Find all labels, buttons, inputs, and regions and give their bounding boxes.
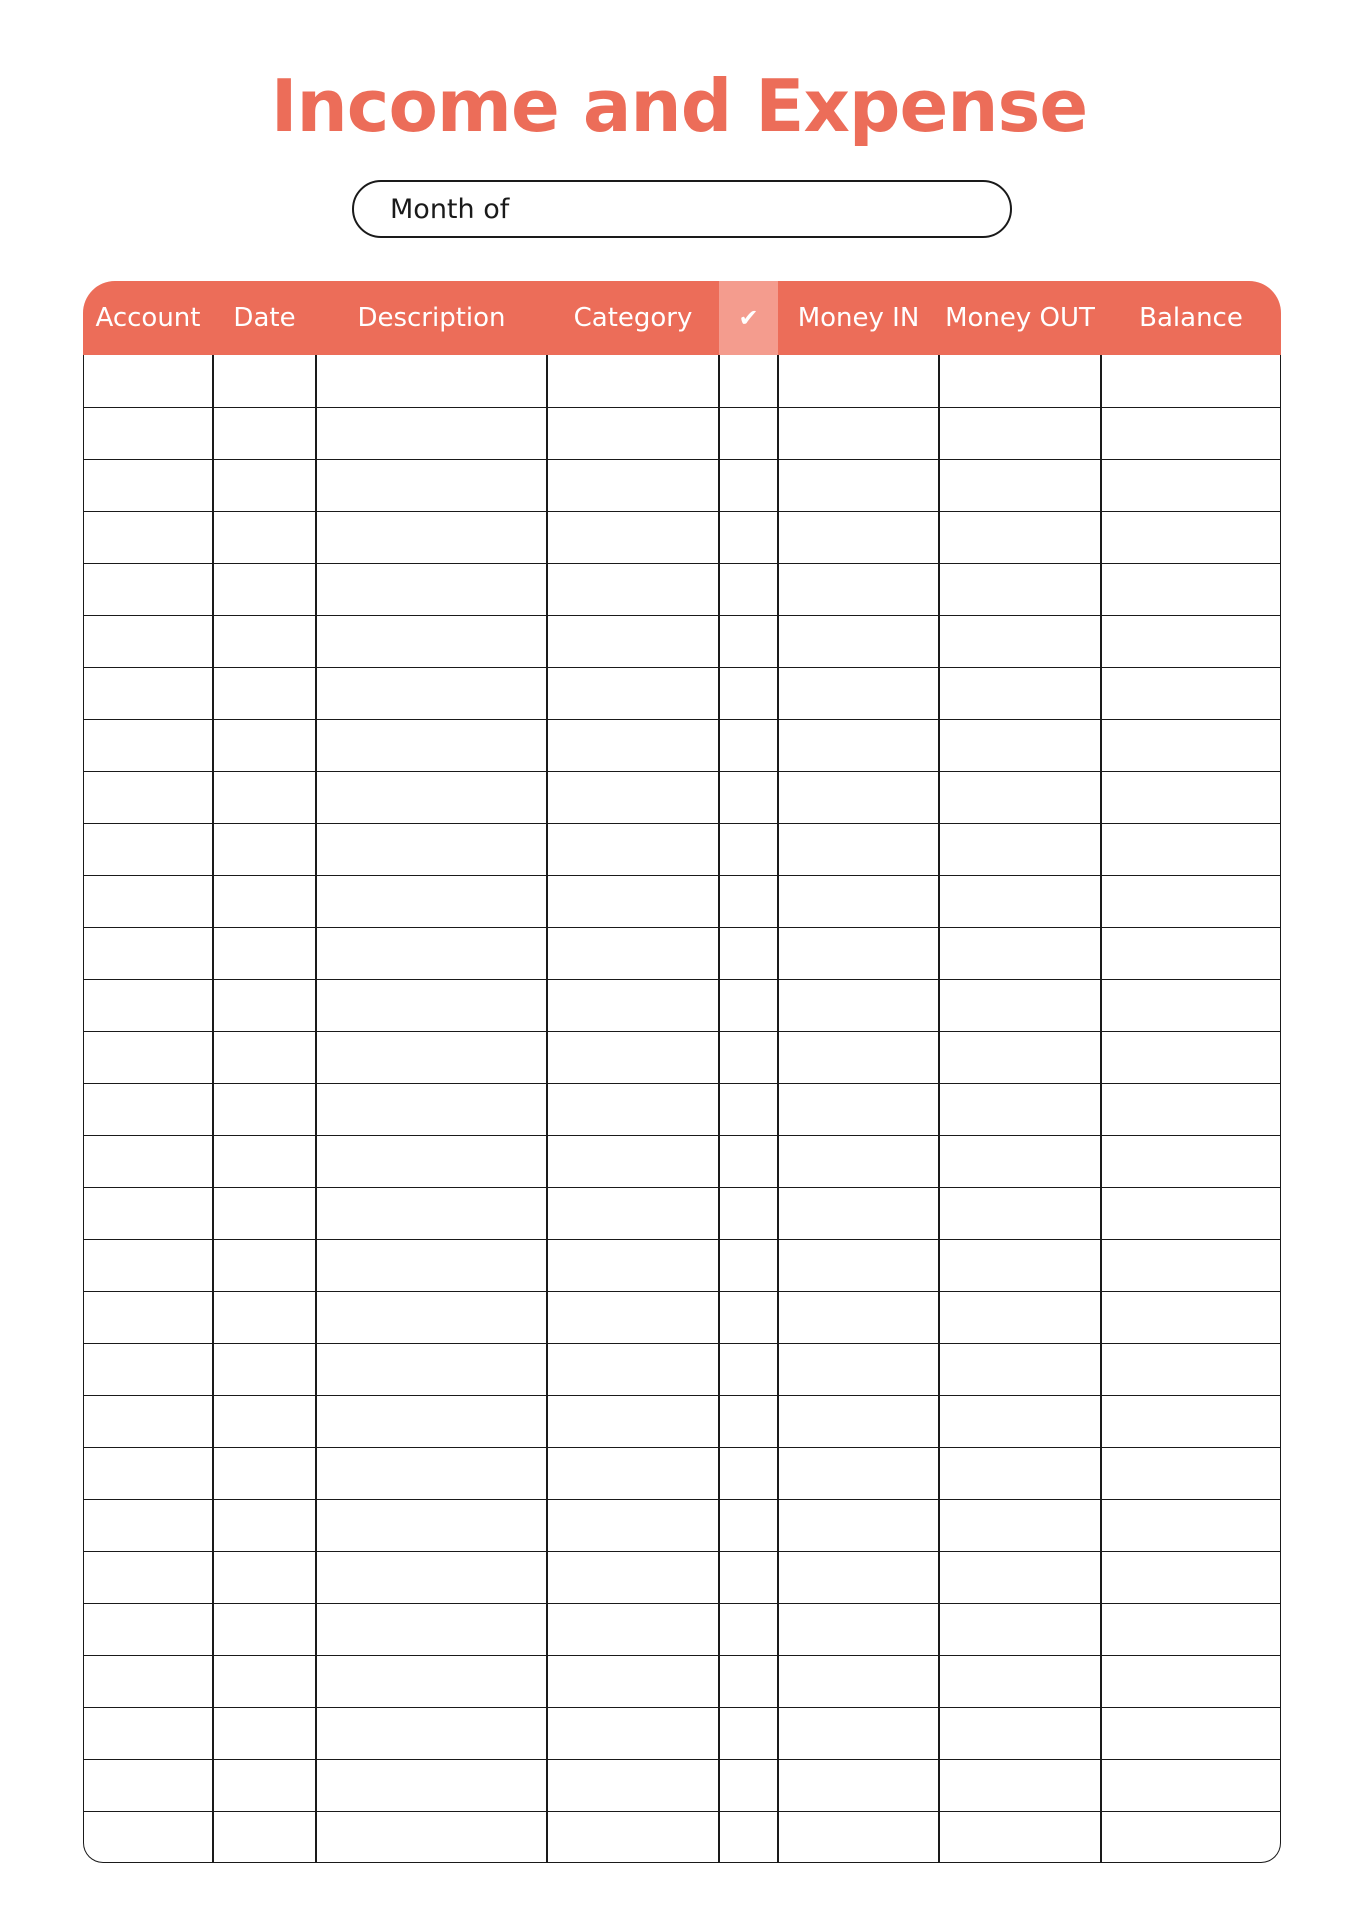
cell-category[interactable] bbox=[548, 1188, 720, 1240]
cell-balance[interactable] bbox=[1102, 772, 1281, 824]
cell-balance[interactable] bbox=[1102, 876, 1281, 928]
cell-money-out[interactable] bbox=[940, 1396, 1102, 1448]
cell-date[interactable] bbox=[214, 460, 317, 512]
cell-money-out[interactable] bbox=[940, 1812, 1102, 1863]
cell-description[interactable] bbox=[317, 616, 548, 668]
cell-category[interactable] bbox=[548, 1240, 720, 1292]
cell-money-in[interactable] bbox=[779, 512, 940, 564]
cell-account[interactable] bbox=[84, 1136, 214, 1188]
cell-money-in[interactable] bbox=[779, 876, 940, 928]
cell-category[interactable] bbox=[548, 928, 720, 980]
table-header bbox=[83, 281, 1281, 355]
cell-money-out[interactable] bbox=[940, 1552, 1102, 1604]
cell-category[interactable] bbox=[548, 772, 720, 824]
cell-balance[interactable] bbox=[1102, 928, 1281, 980]
cell-date[interactable] bbox=[214, 1344, 317, 1396]
cell-check[interactable] bbox=[720, 1500, 779, 1552]
month-field[interactable] bbox=[352, 180, 1012, 238]
cell-balance[interactable] bbox=[1102, 1552, 1281, 1604]
cell-money-in[interactable] bbox=[779, 1760, 940, 1812]
cell-category[interactable] bbox=[548, 408, 720, 460]
cell-category[interactable] bbox=[548, 1084, 720, 1136]
cell-money-out[interactable] bbox=[940, 1136, 1102, 1188]
cell-money-out[interactable] bbox=[940, 876, 1102, 928]
cell-money-in[interactable] bbox=[779, 980, 940, 1032]
cell-account[interactable] bbox=[84, 720, 214, 772]
cell-money-out[interactable] bbox=[940, 460, 1102, 512]
cell-money-in[interactable] bbox=[779, 1188, 940, 1240]
cell-account[interactable] bbox=[84, 928, 214, 980]
cell-balance[interactable] bbox=[1102, 1448, 1281, 1500]
column-header-description: Description bbox=[357, 303, 506, 333]
cell-balance[interactable] bbox=[1102, 564, 1281, 616]
cell-account[interactable] bbox=[84, 408, 214, 460]
ledger-table bbox=[83, 281, 1281, 1863]
cell-date[interactable] bbox=[214, 1136, 317, 1188]
cell-money-in[interactable] bbox=[779, 1032, 940, 1084]
cell-account[interactable] bbox=[84, 1292, 214, 1344]
cell-money-out[interactable] bbox=[940, 355, 1102, 407]
column-divider bbox=[777, 355, 779, 1863]
cell-description[interactable] bbox=[317, 1448, 548, 1500]
cell-date[interactable] bbox=[214, 1396, 317, 1448]
cell-balance[interactable] bbox=[1102, 1240, 1281, 1292]
cell-category[interactable] bbox=[548, 1656, 720, 1708]
cell-balance[interactable] bbox=[1102, 824, 1281, 876]
cell-date[interactable] bbox=[214, 1708, 317, 1760]
cell-money-in[interactable] bbox=[779, 928, 940, 980]
cell-account[interactable] bbox=[84, 1240, 214, 1292]
cell-date[interactable] bbox=[214, 980, 317, 1032]
cell-money-in[interactable] bbox=[779, 1604, 940, 1656]
cell-check[interactable] bbox=[720, 1292, 779, 1344]
cell-account[interactable] bbox=[84, 512, 214, 564]
cell-money-out[interactable] bbox=[940, 980, 1102, 1032]
cell-category[interactable] bbox=[548, 668, 720, 720]
cell-balance[interactable] bbox=[1102, 1188, 1281, 1240]
cell-account[interactable] bbox=[84, 1344, 214, 1396]
cell-money-out[interactable] bbox=[940, 1656, 1102, 1708]
cell-balance[interactable] bbox=[1102, 1500, 1281, 1552]
cell-money-in[interactable] bbox=[779, 564, 940, 616]
cell-description[interactable] bbox=[317, 928, 548, 980]
cell-category[interactable] bbox=[548, 512, 720, 564]
cell-account[interactable] bbox=[84, 876, 214, 928]
cell-balance[interactable] bbox=[1102, 668, 1281, 720]
cell-money-in[interactable] bbox=[779, 1500, 940, 1552]
cell-category[interactable] bbox=[548, 824, 720, 876]
cell-money-out[interactable] bbox=[940, 1344, 1102, 1396]
cell-date[interactable] bbox=[214, 1084, 317, 1136]
cell-money-in[interactable] bbox=[779, 1708, 940, 1760]
cell-description[interactable] bbox=[317, 720, 548, 772]
cell-check[interactable] bbox=[720, 1708, 779, 1760]
cell-money-out[interactable] bbox=[940, 1032, 1102, 1084]
cell-description[interactable] bbox=[317, 1292, 548, 1344]
cell-description[interactable] bbox=[317, 1344, 548, 1396]
cell-money-in[interactable] bbox=[779, 460, 940, 512]
cell-category[interactable] bbox=[548, 1136, 720, 1188]
cell-account[interactable] bbox=[84, 980, 214, 1032]
cell-check[interactable] bbox=[720, 1552, 779, 1604]
cell-account[interactable] bbox=[84, 1500, 214, 1552]
cell-money-out[interactable] bbox=[940, 512, 1102, 564]
cell-check[interactable] bbox=[720, 355, 779, 407]
cell-description[interactable] bbox=[317, 772, 548, 824]
cell-description[interactable] bbox=[317, 1500, 548, 1552]
cell-description[interactable] bbox=[317, 1136, 548, 1188]
cell-category[interactable] bbox=[548, 1760, 720, 1812]
cell-balance[interactable] bbox=[1102, 1136, 1281, 1188]
cell-balance[interactable] bbox=[1102, 1812, 1281, 1863]
column-header-balance: Balance bbox=[1139, 303, 1243, 333]
cell-balance[interactable] bbox=[1102, 720, 1281, 772]
cell-money-in[interactable] bbox=[779, 720, 940, 772]
cell-category[interactable] bbox=[548, 1344, 720, 1396]
cell-money-in[interactable] bbox=[779, 1084, 940, 1136]
cell-account[interactable] bbox=[84, 1448, 214, 1500]
cell-account[interactable] bbox=[84, 616, 214, 668]
cell-date[interactable] bbox=[214, 720, 317, 772]
cell-balance[interactable] bbox=[1102, 980, 1281, 1032]
cell-description[interactable] bbox=[317, 980, 548, 1032]
cell-check[interactable] bbox=[720, 1656, 779, 1708]
cell-date[interactable] bbox=[214, 824, 317, 876]
column-divider bbox=[315, 355, 317, 1863]
cell-money-out[interactable] bbox=[940, 928, 1102, 980]
cell-category[interactable] bbox=[548, 1032, 720, 1084]
cell-date[interactable] bbox=[214, 1448, 317, 1500]
cell-account[interactable] bbox=[84, 1188, 214, 1240]
cell-money-in[interactable] bbox=[779, 355, 940, 407]
cell-category[interactable] bbox=[548, 355, 720, 407]
cell-money-in[interactable] bbox=[779, 1292, 940, 1344]
cell-account[interactable] bbox=[84, 1760, 214, 1812]
cell-check[interactable] bbox=[720, 1188, 779, 1240]
cell-balance[interactable] bbox=[1102, 1708, 1281, 1760]
cell-date[interactable] bbox=[214, 1656, 317, 1708]
cell-money-in[interactable] bbox=[779, 668, 940, 720]
cell-money-out[interactable] bbox=[940, 1188, 1102, 1240]
cell-check[interactable] bbox=[720, 1812, 779, 1863]
cell-category[interactable] bbox=[548, 1396, 720, 1448]
cell-balance[interactable] bbox=[1102, 1760, 1281, 1812]
cell-description[interactable] bbox=[317, 1760, 548, 1812]
cell-category[interactable] bbox=[548, 876, 720, 928]
cell-category[interactable] bbox=[548, 616, 720, 668]
cell-check[interactable] bbox=[720, 460, 779, 512]
cell-category[interactable] bbox=[548, 1500, 720, 1552]
cell-account[interactable] bbox=[84, 668, 214, 720]
cell-money-out[interactable] bbox=[940, 564, 1102, 616]
cell-check[interactable] bbox=[720, 772, 779, 824]
cell-balance[interactable] bbox=[1102, 1084, 1281, 1136]
cell-category[interactable] bbox=[548, 1708, 720, 1760]
column-header-account: Account bbox=[95, 303, 201, 333]
cell-money-out[interactable] bbox=[940, 1708, 1102, 1760]
cell-check[interactable] bbox=[720, 512, 779, 564]
cell-money-in[interactable] bbox=[779, 1656, 940, 1708]
cell-money-out[interactable] bbox=[940, 408, 1102, 460]
cell-category[interactable] bbox=[548, 1812, 720, 1863]
cell-check[interactable] bbox=[720, 1136, 779, 1188]
cell-balance[interactable] bbox=[1102, 355, 1281, 407]
cell-balance[interactable] bbox=[1102, 1656, 1281, 1708]
cell-date[interactable] bbox=[214, 668, 317, 720]
cell-balance[interactable] bbox=[1102, 1292, 1281, 1344]
cell-money-in[interactable] bbox=[779, 824, 940, 876]
cell-account[interactable] bbox=[84, 772, 214, 824]
cell-category[interactable] bbox=[548, 980, 720, 1032]
cell-date[interactable] bbox=[214, 355, 317, 407]
cell-category[interactable] bbox=[548, 1552, 720, 1604]
cell-description[interactable] bbox=[317, 668, 548, 720]
cell-account[interactable] bbox=[84, 1084, 214, 1136]
cell-check[interactable] bbox=[720, 980, 779, 1032]
cell-date[interactable] bbox=[214, 1552, 317, 1604]
cell-money-out[interactable] bbox=[940, 1084, 1102, 1136]
column-header-category: Category bbox=[573, 303, 693, 333]
cell-description[interactable] bbox=[317, 1708, 548, 1760]
page-title: Income and Expense bbox=[270, 64, 1088, 148]
cell-money-in[interactable] bbox=[779, 1812, 940, 1863]
cell-account[interactable] bbox=[84, 355, 214, 407]
cell-category[interactable] bbox=[548, 720, 720, 772]
cell-date[interactable] bbox=[214, 1240, 317, 1292]
cell-date[interactable] bbox=[214, 512, 317, 564]
column-header-money-in: Money IN bbox=[797, 303, 920, 333]
column-divider bbox=[546, 355, 548, 1863]
cell-account[interactable] bbox=[84, 1604, 214, 1656]
cell-account[interactable] bbox=[84, 824, 214, 876]
cell-money-in[interactable] bbox=[779, 1396, 940, 1448]
cell-check[interactable] bbox=[720, 668, 779, 720]
cell-money-out[interactable] bbox=[940, 668, 1102, 720]
cell-check[interactable] bbox=[720, 1032, 779, 1084]
cell-date[interactable] bbox=[214, 564, 317, 616]
cell-account[interactable] bbox=[84, 1552, 214, 1604]
cell-description[interactable] bbox=[317, 355, 548, 407]
cell-balance[interactable] bbox=[1102, 1604, 1281, 1656]
cell-category[interactable] bbox=[548, 460, 720, 512]
column-header-date: Date bbox=[233, 303, 296, 333]
cell-money-out[interactable] bbox=[940, 720, 1102, 772]
cell-money-out[interactable] bbox=[940, 772, 1102, 824]
cell-description[interactable] bbox=[317, 1812, 548, 1863]
cell-check[interactable] bbox=[720, 1760, 779, 1812]
cell-description[interactable] bbox=[317, 1084, 548, 1136]
cell-description[interactable] bbox=[317, 1396, 548, 1448]
cell-check[interactable] bbox=[720, 1084, 779, 1136]
cell-date[interactable] bbox=[214, 928, 317, 980]
column-divider bbox=[718, 355, 720, 1863]
cell-date[interactable] bbox=[214, 772, 317, 824]
cell-date[interactable] bbox=[214, 1500, 317, 1552]
cell-money-out[interactable] bbox=[940, 1604, 1102, 1656]
column-header-money-out: Money OUT bbox=[945, 303, 1095, 333]
column-divider bbox=[212, 355, 214, 1863]
month-label: Month of bbox=[390, 193, 510, 225]
cell-date[interactable] bbox=[214, 1604, 317, 1656]
cell-money-out[interactable] bbox=[940, 616, 1102, 668]
cell-description[interactable] bbox=[317, 1656, 548, 1708]
cell-balance[interactable] bbox=[1102, 460, 1281, 512]
cell-description[interactable] bbox=[317, 460, 548, 512]
cell-description[interactable] bbox=[317, 824, 548, 876]
cell-money-in[interactable] bbox=[779, 1136, 940, 1188]
cell-description[interactable] bbox=[317, 512, 548, 564]
cell-money-in[interactable] bbox=[779, 772, 940, 824]
cell-money-out[interactable] bbox=[940, 1448, 1102, 1500]
cell-money-out[interactable] bbox=[940, 1760, 1102, 1812]
cell-check[interactable] bbox=[720, 1344, 779, 1396]
cell-money-in[interactable] bbox=[779, 1448, 940, 1500]
cell-account[interactable] bbox=[84, 1812, 214, 1863]
cell-date[interactable] bbox=[214, 1188, 317, 1240]
cell-date[interactable] bbox=[214, 408, 317, 460]
cell-balance[interactable] bbox=[1102, 616, 1281, 668]
cell-money-in[interactable] bbox=[779, 1552, 940, 1604]
cell-money-out[interactable] bbox=[940, 1240, 1102, 1292]
cell-money-in[interactable] bbox=[779, 408, 940, 460]
cell-description[interactable] bbox=[317, 408, 548, 460]
cell-category[interactable] bbox=[548, 1448, 720, 1500]
cell-date[interactable] bbox=[214, 1760, 317, 1812]
cell-balance[interactable] bbox=[1102, 1032, 1281, 1084]
cell-description[interactable] bbox=[317, 1604, 548, 1656]
cell-description[interactable] bbox=[317, 876, 548, 928]
cell-date[interactable] bbox=[214, 1812, 317, 1863]
cell-check[interactable] bbox=[720, 1448, 779, 1500]
cell-check[interactable] bbox=[720, 720, 779, 772]
cell-balance[interactable] bbox=[1102, 1344, 1281, 1396]
cell-money-out[interactable] bbox=[940, 1292, 1102, 1344]
cell-description[interactable] bbox=[317, 564, 548, 616]
cell-money-out[interactable] bbox=[940, 1500, 1102, 1552]
cell-check[interactable] bbox=[720, 928, 779, 980]
cell-balance[interactable] bbox=[1102, 1396, 1281, 1448]
cell-account[interactable] bbox=[84, 1396, 214, 1448]
cell-account[interactable] bbox=[84, 1032, 214, 1084]
column-header-check-icon: ✔ bbox=[719, 281, 778, 355]
cell-date[interactable] bbox=[214, 1292, 317, 1344]
cell-category[interactable] bbox=[548, 564, 720, 616]
cell-check[interactable] bbox=[720, 408, 779, 460]
cell-money-in[interactable] bbox=[779, 1344, 940, 1396]
cell-date[interactable] bbox=[214, 1032, 317, 1084]
cell-category[interactable] bbox=[548, 1292, 720, 1344]
cell-category[interactable] bbox=[548, 1604, 720, 1656]
cell-account[interactable] bbox=[84, 1656, 214, 1708]
cell-description[interactable] bbox=[317, 1032, 548, 1084]
cell-account[interactable] bbox=[84, 564, 214, 616]
cell-description[interactable] bbox=[317, 1552, 548, 1604]
cell-date[interactable] bbox=[214, 616, 317, 668]
cell-balance[interactable] bbox=[1102, 512, 1281, 564]
cell-date[interactable] bbox=[214, 876, 317, 928]
cell-money-in[interactable] bbox=[779, 1240, 940, 1292]
cell-check[interactable] bbox=[720, 1604, 779, 1656]
cell-check[interactable] bbox=[720, 824, 779, 876]
cell-account[interactable] bbox=[84, 460, 214, 512]
cell-balance[interactable] bbox=[1102, 408, 1281, 460]
cell-money-in[interactable] bbox=[779, 616, 940, 668]
cell-check[interactable] bbox=[720, 616, 779, 668]
cell-check[interactable] bbox=[720, 1240, 779, 1292]
cell-account[interactable] bbox=[84, 1708, 214, 1760]
column-divider bbox=[938, 355, 940, 1863]
cell-money-out[interactable] bbox=[940, 824, 1102, 876]
cell-description[interactable] bbox=[317, 1240, 548, 1292]
cell-check[interactable] bbox=[720, 876, 779, 928]
cell-check[interactable] bbox=[720, 564, 779, 616]
column-divider bbox=[1100, 355, 1102, 1863]
cell-description[interactable] bbox=[317, 1188, 548, 1240]
cell-check[interactable] bbox=[720, 1396, 779, 1448]
